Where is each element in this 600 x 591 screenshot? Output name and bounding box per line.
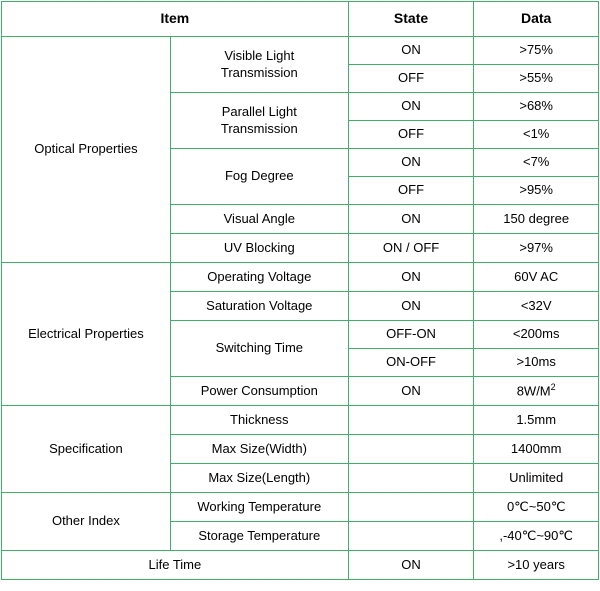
power-value: 8W/M (516, 383, 551, 399)
header-state: State (348, 2, 474, 37)
power-exponent: 2 (550, 382, 556, 393)
item-switching-time: Switching Time (170, 321, 348, 377)
data-value: >97% (474, 234, 599, 263)
item-visible-light-transmission (170, 37, 348, 93)
data-value: <32V (474, 292, 599, 321)
state-value: ON (348, 37, 474, 65)
state-value: OFF (348, 65, 474, 93)
item-operating-voltage: Operating Voltage (170, 263, 348, 292)
item-uv-blocking: UV Blocking (170, 234, 348, 263)
item-max-size-length: Max Size(Length) (170, 464, 348, 493)
state-value: ON (348, 377, 474, 406)
group-label-specification: Specification (2, 406, 171, 493)
table-row (2, 406, 599, 435)
item-saturation-voltage: Saturation Voltage (170, 292, 348, 321)
item-line-1: Visible Light (224, 48, 295, 64)
data-value: 0℃~50℃ (474, 493, 599, 522)
table-header (2, 2, 599, 37)
item-power-consumption: Power Consumption (170, 377, 348, 406)
data-value: >55% (474, 65, 599, 93)
state-value: OFF-ON (348, 321, 474, 349)
data-value: >10 years (474, 551, 599, 580)
data-value-power (474, 377, 599, 406)
state-value: ON (348, 292, 474, 321)
item-thickness: Thickness (170, 406, 348, 435)
data-value: Unlimited (474, 464, 599, 493)
data-value: 150 degree (474, 205, 599, 234)
item-working-temperature: Working Temperature (170, 493, 348, 522)
specification-table (1, 1, 599, 580)
state-value: ON (348, 149, 474, 177)
data-value: >10ms (474, 349, 599, 377)
state-value: ON (348, 205, 474, 234)
table-row (2, 37, 599, 65)
group-label-optical: Optical Properties (2, 37, 171, 263)
state-value: ON-OFF (348, 349, 474, 377)
item-line-1: Parallel Light (221, 104, 297, 120)
item-line-2: Transmission (220, 64, 298, 80)
header-row (2, 2, 599, 37)
state-value: OFF (348, 121, 474, 149)
data-value: ,-40℃~90℃ (474, 522, 599, 551)
data-value: 1.5mm (474, 406, 599, 435)
data-value: <7% (474, 149, 599, 177)
table-row (2, 263, 599, 292)
group-label-electrical: Electrical Properties (2, 263, 171, 406)
state-value (348, 464, 474, 493)
item-line-2: Transmission (220, 120, 298, 136)
data-value: >95% (474, 177, 599, 205)
data-value: >75% (474, 37, 599, 65)
table-row-life-time (2, 551, 599, 580)
state-value (348, 522, 474, 551)
group-label-other-index: Other Index (2, 493, 171, 551)
state-value: ON (348, 263, 474, 292)
state-value (348, 435, 474, 464)
item-fog-degree: Fog Degree (170, 149, 348, 205)
state-value: OFF (348, 177, 474, 205)
state-value (348, 406, 474, 435)
state-value: ON (348, 93, 474, 121)
data-value: <1% (474, 121, 599, 149)
item-storage-temperature: Storage Temperature (170, 522, 348, 551)
table-row (2, 493, 599, 522)
item-life-time: Life Time (2, 551, 349, 580)
data-value: 1400mm (474, 435, 599, 464)
data-value: 60V AC (474, 263, 599, 292)
item-parallel-light-transmission (170, 93, 348, 149)
table-body (2, 37, 599, 580)
state-value: ON / OFF (348, 234, 474, 263)
item-max-size-width: Max Size(Width) (170, 435, 348, 464)
item-visual-angle: Visual Angle (170, 205, 348, 234)
data-value: <200ms (474, 321, 599, 349)
header-data: Data (474, 2, 599, 37)
state-value (348, 493, 474, 522)
header-item: Item (2, 2, 349, 37)
data-value: >68% (474, 93, 599, 121)
state-value: ON (348, 551, 474, 580)
